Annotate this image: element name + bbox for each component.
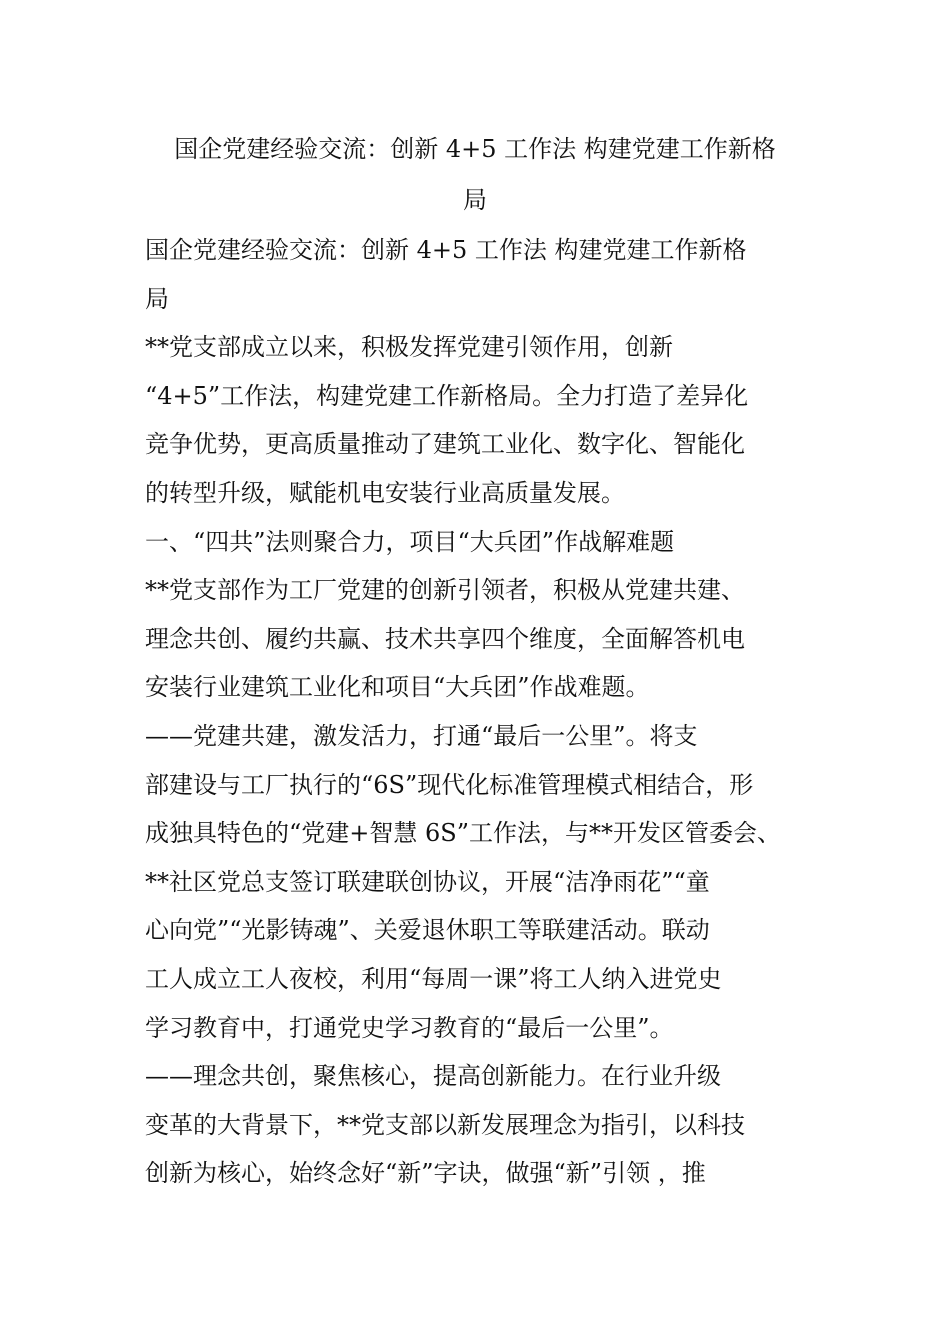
body-line: 成独具特色的“党建+智慧 6S”工作法，与**开发区管委会、 — [145, 819, 781, 848]
body-line: 变革的大背景下，**党支部以新发展理念为指引，以科技 — [145, 1110, 745, 1139]
title-line-1: 国企党建经验交流：创新 4+5 工作法 构建党建工作新格 — [174, 135, 776, 163]
body-line: 国企党建经验交流：创新 4+5 工作法 构建党建工作新格 — [145, 236, 747, 264]
body-line: 创新为核心，始终念好“新”字诀，做强“新”引领 ，推 — [145, 1159, 706, 1188]
body-line: **党支部成立以来，积极发挥党建引领作用，创新 — [145, 333, 673, 362]
body-line: 的转型升级，赋能机电安装行业高质量发展。 — [145, 478, 625, 507]
title-line-2: 局 — [463, 186, 487, 214]
body-line: **社区党总支签订联建联创协议，开展“洁净雨花”“童 — [145, 867, 710, 896]
body-line: 安装行业建筑工业化和项目“大兵团”作战难题。 — [145, 673, 650, 702]
body-line: 竞争优势，更高质量推动了建筑工业化、数字化、智能化 — [145, 430, 745, 459]
body-line: 理念共创、履约共赢、技术共享四个维度，全面解答机电 — [145, 624, 745, 653]
body-line: “4+5”工作法，构建党建工作新格局。全力打造了差异化 — [145, 381, 749, 410]
body-line: 工人成立工人夜校，利用“每周一课”将工人纳入进党史 — [145, 964, 722, 993]
body-line: ——党建共建，激发活力，打通“最后一公里”。将支 — [145, 721, 698, 750]
body-line: ——理念共创，聚焦核心，提高创新能力。在行业升级 — [145, 1062, 721, 1091]
body-line: 学习教育中，打通党史学习教育的“最后一公里”。 — [145, 1013, 674, 1042]
document-body — [145, 226, 825, 1198]
body-line: **党支部作为工厂党建的创新引领者，积极从党建共建、 — [145, 576, 745, 605]
body-line: 心向党”“光影铸魂”、关爱退休职工等联建活动。联动 — [145, 916, 710, 945]
body-line: 部建设与工厂执行的“6S”现代化标准管理模式相结合，形 — [145, 770, 754, 799]
body-line: 局 — [145, 284, 169, 313]
document-title — [145, 124, 805, 226]
section-heading: 一、“四共”法则聚合力，项目“大兵团”作战解难题 — [145, 527, 675, 556]
